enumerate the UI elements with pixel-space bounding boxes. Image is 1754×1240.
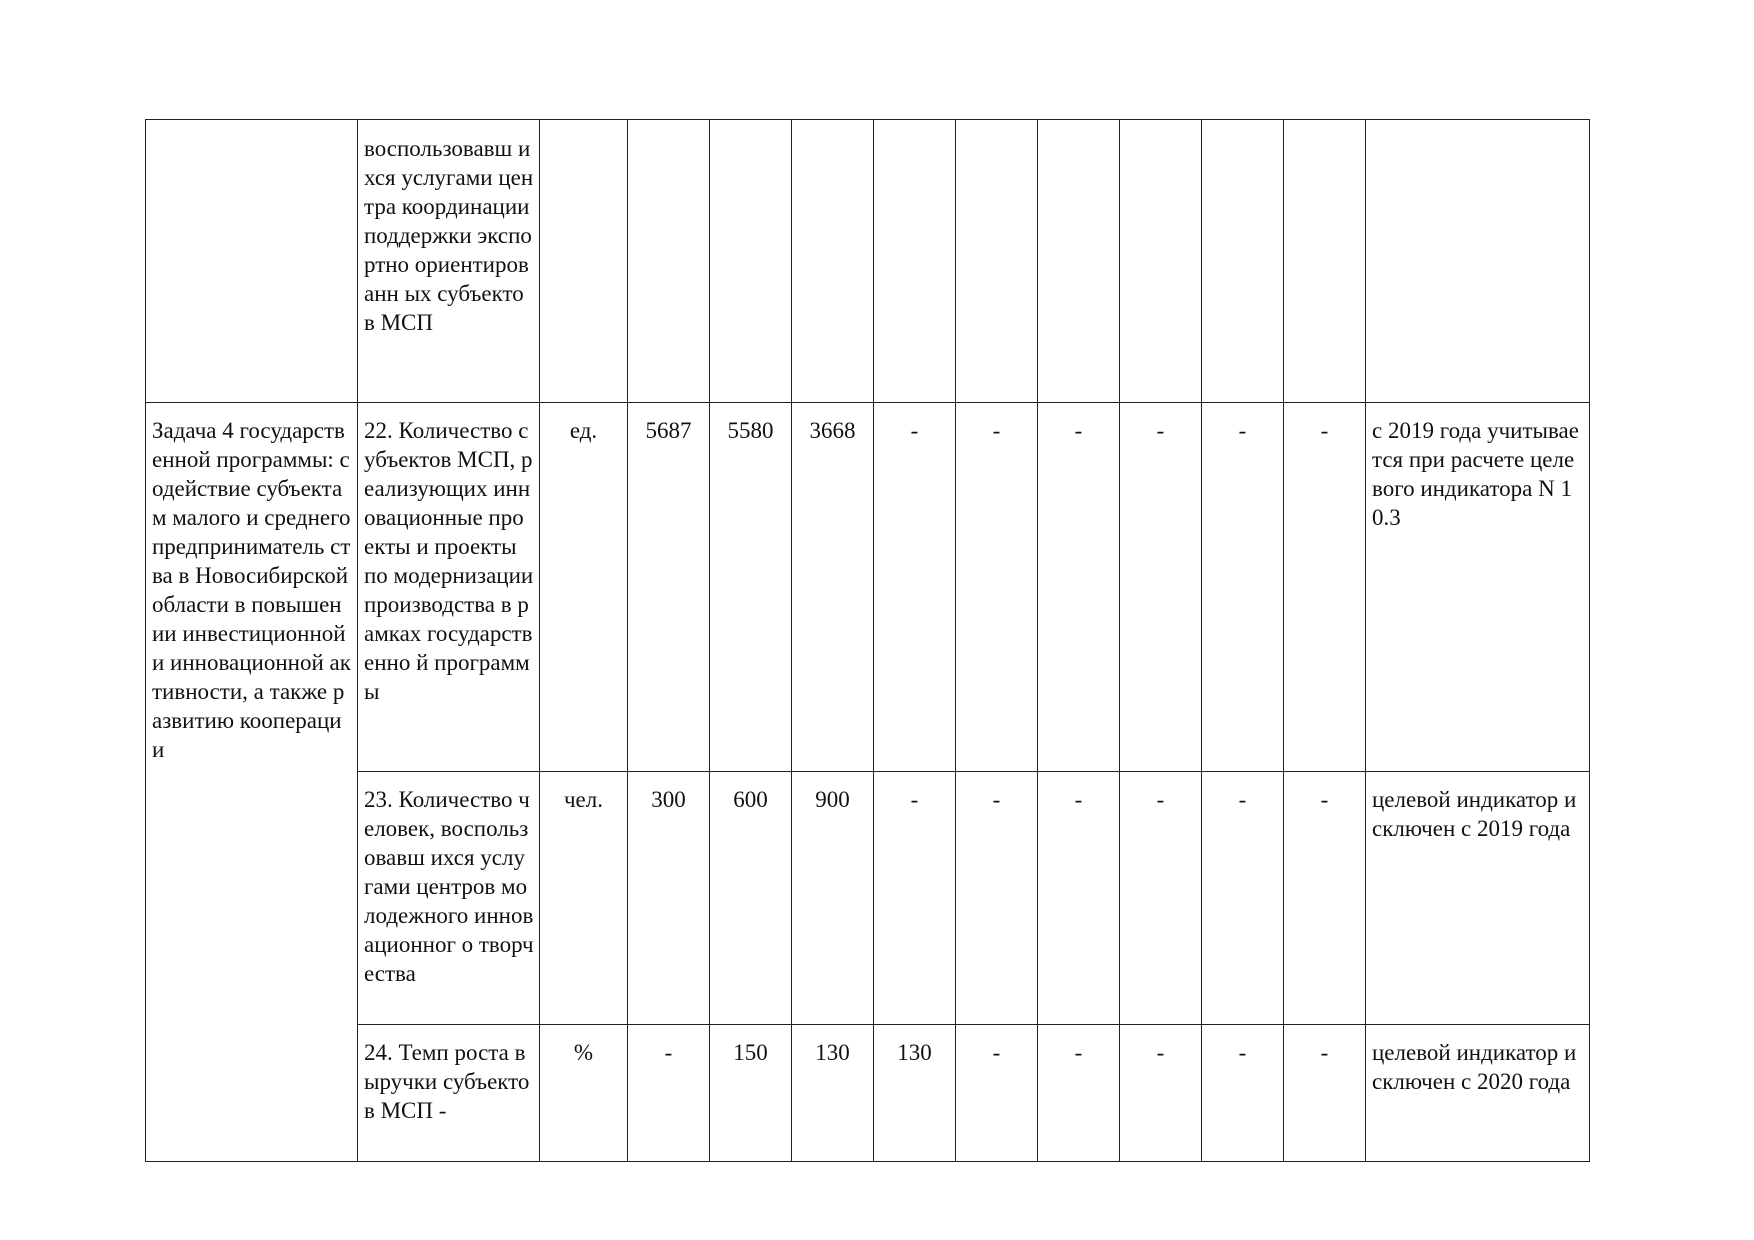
value-cell: 150: [710, 1025, 792, 1162]
task-cell: [146, 120, 358, 403]
indicator-cell: воспользовавш ихся услугами центра координации поддержки экспортно ориентированн ых субъектов МСП: [358, 120, 540, 403]
value-cell: 5687: [628, 403, 710, 772]
value-cell: -: [628, 1025, 710, 1162]
note-cell: [1366, 120, 1590, 403]
value-cell: [792, 120, 874, 403]
table-row: [146, 772, 1590, 1025]
table-row: [146, 120, 1590, 403]
value-cell: [1284, 120, 1366, 403]
value-cell: [1120, 120, 1202, 403]
value-cell: -: [1120, 403, 1202, 772]
value-cell: [874, 120, 956, 403]
task-cell: Задача 4 государственной программы: содействие субъектам малого и среднего предприниматель ства в Новосибирской области в повышении инвестиционной и инновационной активности, а также развитию кооперации: [146, 403, 358, 1162]
value-cell: -: [1284, 772, 1366, 1025]
table-row: [146, 403, 1590, 772]
value-cell: -: [1038, 403, 1120, 772]
value-cell: [710, 120, 792, 403]
value-cell: [628, 120, 710, 403]
value-cell: -: [1284, 1025, 1366, 1162]
value-cell: -: [1120, 772, 1202, 1025]
value-cell: -: [1202, 1025, 1284, 1162]
unit-cell: [540, 120, 628, 403]
unit-cell: %: [540, 1025, 628, 1162]
value-cell: [956, 120, 1038, 403]
value-cell: 600: [710, 772, 792, 1025]
value-cell: 300: [628, 772, 710, 1025]
value-cell: -: [1038, 1025, 1120, 1162]
unit-cell: чел.: [540, 772, 628, 1025]
value-cell: -: [1284, 403, 1366, 772]
indicator-cell: 23. Количество человек, воспользовавш ихся услугами центров молодежного инновационног о творчества: [358, 772, 540, 1025]
indicators-table: [145, 119, 1590, 1162]
note-cell: целевой индикатор исключен с 2020 года: [1366, 1025, 1590, 1162]
value-cell: -: [1120, 1025, 1202, 1162]
value-cell: -: [1202, 772, 1284, 1025]
unit-cell: ед.: [540, 403, 628, 772]
value-cell: -: [956, 403, 1038, 772]
note-cell: с 2019 года учитывается при расчете целевого индикатора N 10.3: [1366, 403, 1590, 772]
value-cell: [1202, 120, 1284, 403]
value-cell: -: [874, 772, 956, 1025]
value-cell: -: [956, 772, 1038, 1025]
value-cell: [1038, 120, 1120, 403]
value-cell: 130: [792, 1025, 874, 1162]
value-cell: 5580: [710, 403, 792, 772]
indicator-cell: 24. Темп роста выручки субъектов МСП -: [358, 1025, 540, 1162]
value-cell: 130: [874, 1025, 956, 1162]
value-cell: -: [1202, 403, 1284, 772]
value-cell: 3668: [792, 403, 874, 772]
value-cell: -: [874, 403, 956, 772]
table-row: [146, 1025, 1590, 1162]
value-cell: 900: [792, 772, 874, 1025]
indicator-cell: 22. Количество субъектов МСП, реализующих инновационные проекты и проекты по модернизации производства в рамках государственно й программы: [358, 403, 540, 772]
value-cell: -: [956, 1025, 1038, 1162]
value-cell: -: [1038, 772, 1120, 1025]
note-cell: целевой индикатор исключен с 2019 года: [1366, 772, 1590, 1025]
